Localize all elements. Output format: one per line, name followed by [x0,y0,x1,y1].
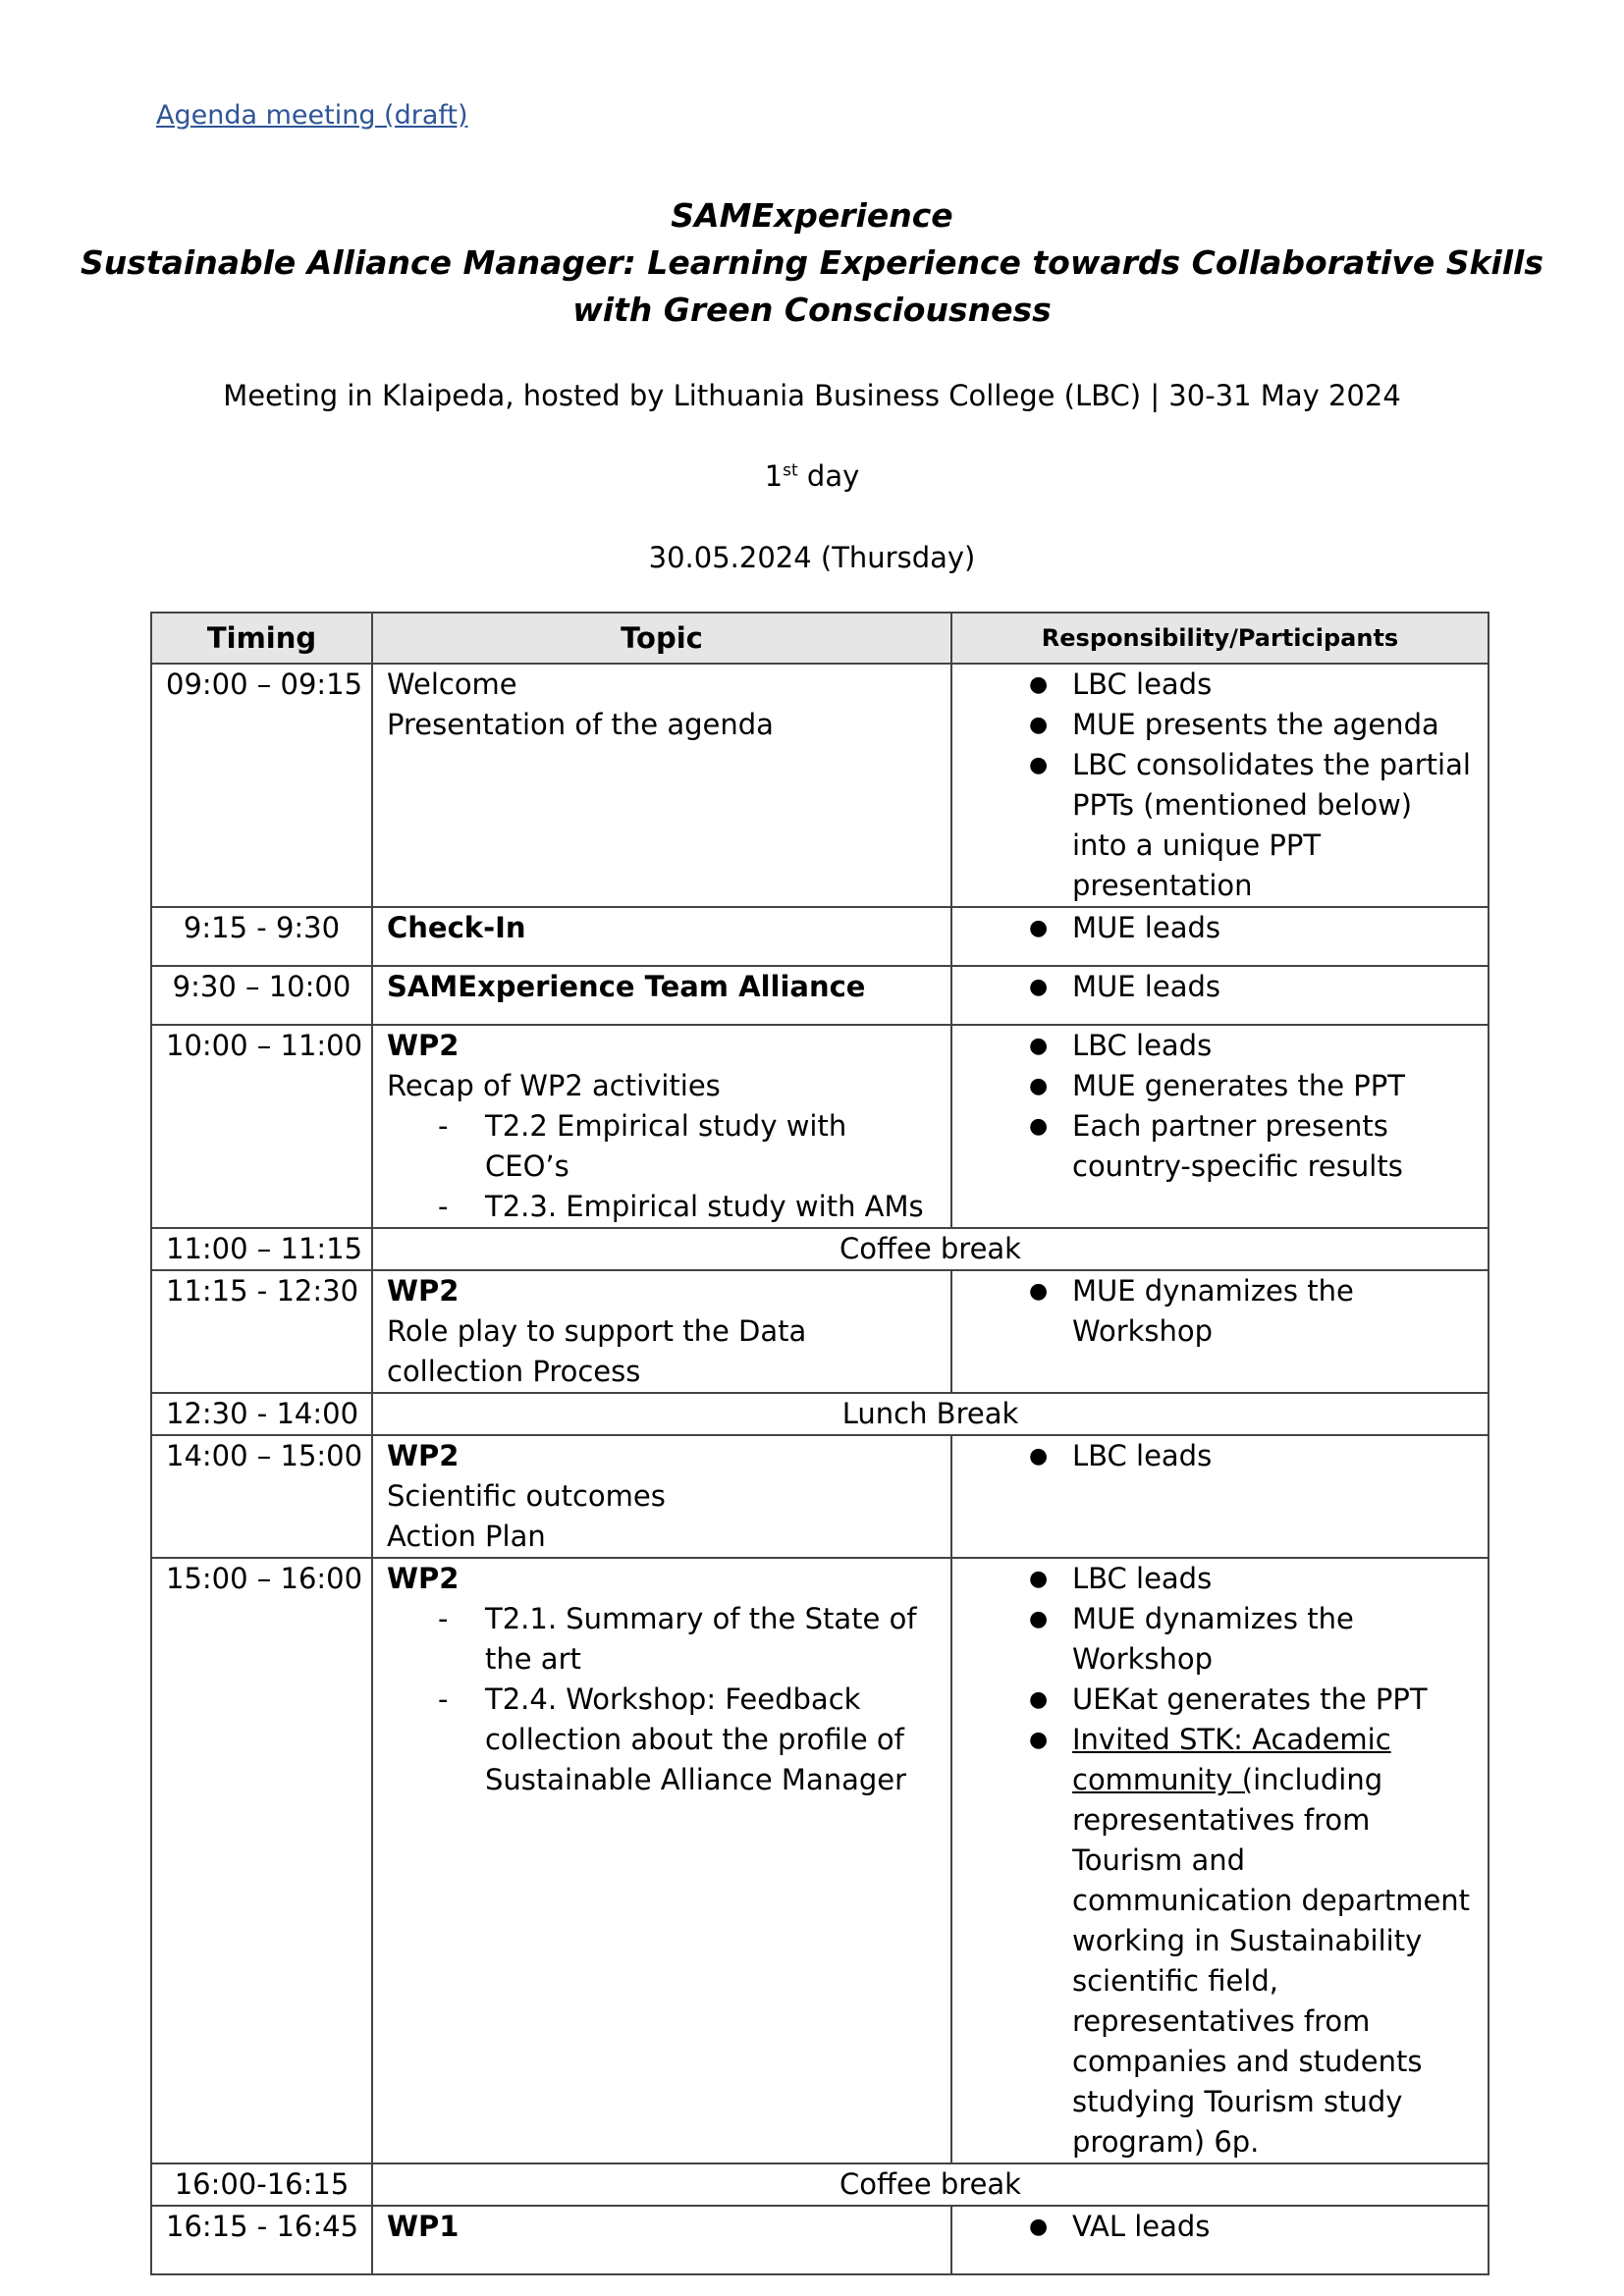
project-full-title-line-2: with Green Consciousness [572,291,1052,329]
timing-cell: 12:30 - 14:00 [151,1393,372,1435]
table-row [151,907,1489,966]
list-item: ● MUE presents the agenda [966,705,1474,745]
responsibility-header: Responsibility/Participants [951,613,1489,664]
list-item: ● MUE dynamizes the Workshop [966,1271,1474,1352]
timing-cell: 9:15 - 9:30 [151,907,372,966]
list-item: ● MUE generates the PPT [966,1066,1474,1106]
table-row [151,1270,1489,1393]
topic-line: Welcome [387,667,517,701]
topic-cell [372,1558,951,2163]
topic-line: Presentation of the agenda [387,708,774,741]
timing-cell: 11:15 - 12:30 [151,1270,372,1393]
sub-item: - T2.4. Workshop: Feedback collection about the profile of Sustainable Alliance Manager [387,1680,937,1800]
list-item: ● LBC leads [966,1559,1474,1599]
topic-header: Topic [372,613,951,664]
day-label [0,459,1624,493]
list-item: ● MUE leads [966,908,1474,948]
meeting-date: 30.05.2024 (Thursday) [648,541,976,574]
list-item: ● LBC leads [966,1436,1474,1476]
break-cell: Coffee break [372,1228,1489,1270]
day-number: 1 [764,459,784,493]
break-cell: Lunch Break [372,1393,1489,1435]
topic-cell [372,1270,951,1393]
list-item: ● MUE dynamizes the Workshop [966,1599,1474,1680]
meeting-location: Meeting in Klaipeda, hosted by Lithuania Business College (LBC) | 30-31 May 2024 [223,379,1401,412]
list-item: ● VAL leads [966,2207,1474,2247]
responsibility-cell [951,1558,1489,2163]
list-item: ● MUE leads [966,967,1474,1007]
responsibility-cell [951,664,1489,907]
topic-cell [372,1435,951,1558]
timing-cell: 16:00-16:15 [151,2163,372,2206]
list-item [966,1720,1474,2163]
table-header-row [151,613,1489,664]
title-block [0,192,1624,334]
list-item: ● LBC consolidates the partial PPTs (mentioned below) into a unique PPT presentation [966,745,1474,906]
table-row [151,1435,1489,1558]
work-package-label: WP2 [387,1562,460,1595]
topic-line: Action Plan [387,1520,546,1553]
responsibility-cell [951,1025,1489,1228]
invited-stakeholders-label: Invited STK: Academic community ( [1072,1723,1391,1796]
sub-item: - T2.2 Empirical study with CEO’s [387,1106,937,1187]
timing-cell: 15:00 – 16:00 [151,1558,372,2163]
responsibility-cell [951,966,1489,1025]
table-row [151,2206,1489,2274]
topic-cell [372,1025,951,1228]
responsibility-cell [951,1435,1489,1558]
topic-cell: SAMExperience Team Alliance [372,966,951,1025]
responsibility-cell [951,1270,1489,1393]
day-word: day [797,459,860,493]
table-row [151,2163,1489,2206]
table-row [151,966,1489,1025]
topic-cell: Check-In [372,907,951,966]
break-cell: Coffee break [372,2163,1489,2206]
timing-cell: 09:00 – 09:15 [151,664,372,907]
invited-stakeholders-details: including representatives from Tourism and communication department working in Sustainability scientific field, representatives from companies and students studying Tourism study program) 6p. [1072,1763,1471,2159]
timing-cell: 10:00 – 11:00 [151,1025,372,1228]
sub-item: - T2.1. Summary of the State of the art [387,1599,937,1680]
topic-cell [372,664,951,907]
work-package-label: WP2 [387,1439,460,1472]
timing-cell: 14:00 – 15:00 [151,1435,372,1558]
topic-line: Role play to support the Data collection Process [387,1314,807,1388]
list-item: ● UEKat generates the PPT [966,1680,1474,1720]
work-package-label: WP2 [387,1274,460,1308]
agenda-draft-link[interactable]: Agenda meeting (draft) [156,100,468,131]
topic-cell: WP1 [372,2206,951,2274]
project-full-title-line-1: Sustainable Alliance Manager: Learning Experience towards Collaborative Skills [80,243,1543,282]
topic-line: Scientific outcomes [387,1479,666,1513]
list-item: ● LBC leads [966,1026,1474,1066]
list-item: ● LBC leads [966,665,1474,705]
responsibility-cell [951,907,1489,966]
timing-header: Timing [151,613,372,664]
work-package-label: WP2 [387,1029,460,1062]
project-acronym-title: SAMExperience [671,196,953,235]
timing-cell: 11:00 – 11:15 [151,1228,372,1270]
timing-cell: 9:30 – 10:00 [151,966,372,1025]
table-row [151,664,1489,907]
timing-cell: 16:15 - 16:45 [151,2206,372,2274]
agenda-table [150,612,1489,2275]
list-item: ● Each partner presents country-specific results [966,1106,1474,1187]
responsibility-cell [951,2206,1489,2274]
table-row [151,1228,1489,1270]
topic-line: Recap of WP2 activities [387,1069,721,1102]
table-row [151,1393,1489,1435]
sub-item: - T2.3. Empirical study with AMs [387,1187,937,1227]
day-suffix: st [783,460,798,481]
table-row [151,1558,1489,2163]
table-row [151,1025,1489,1228]
